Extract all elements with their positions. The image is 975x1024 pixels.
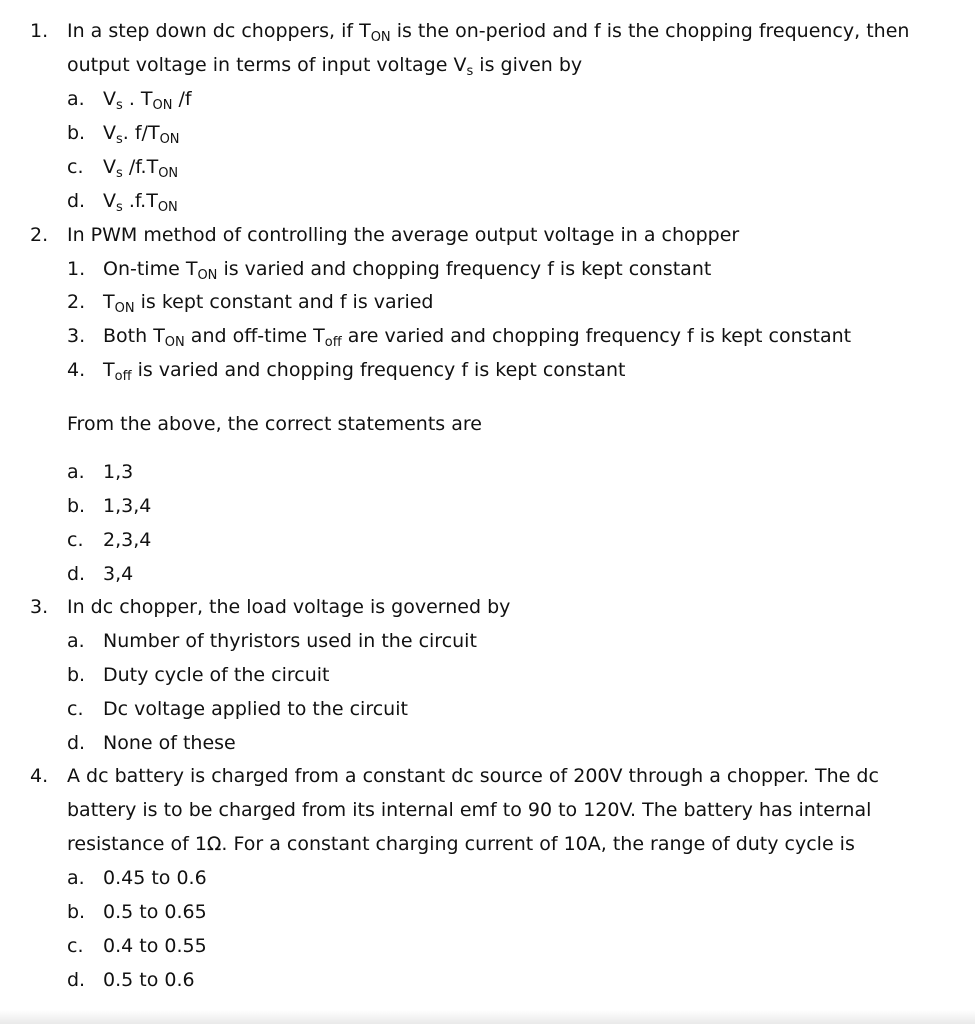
question-1-option-a-text [103,90,192,112]
question-1-option-c-label: c. [67,156,84,178]
text-run: In PWM method of controlling the average output voltage in a chopper [67,224,740,246]
question-2-statement-3-text [103,327,851,349]
subscript: ON [197,268,218,283]
question-4-option-a-label: a. [67,867,85,889]
text-run: 0.45 to 0.6 [103,867,207,889]
text-run: A dc battery is charged from a constant dc source of 200V through a chopper. The dc [67,765,879,787]
question-2-option-c-text [103,531,151,550]
subscript: s [116,98,123,113]
question-2-statement-2-text [103,293,434,315]
question-1-option-d-label: d. [67,190,86,212]
question-2-option-b-text [103,497,151,516]
text-run: is kept constant and f is varied [134,291,434,313]
question-3-option-a-text [103,632,477,651]
text-run: V [103,190,116,212]
question-2-option-d-label: d. [67,563,86,585]
subscript: ON [370,30,391,45]
text-run: is given by [473,54,583,76]
question-4-option-a-text [103,869,207,888]
text-run: 0.4 to 0.55 [103,935,207,957]
question-2-statement-2-label: 2. [67,291,86,313]
subscript: off [114,369,132,384]
question-2-option-b-label: b. [67,495,86,517]
text-run: 3,4 [103,563,134,585]
question-4-option-b-label: b. [67,901,86,923]
question-3-option-b-label: b. [67,664,86,686]
subscript: ON [164,335,185,350]
question-4-number: 4. [30,765,49,787]
question-2-statement-4-text [103,361,625,383]
question-4-option-d-text [103,971,195,990]
question-3-option-d-text [103,734,236,753]
text-run: and off-time T [184,325,325,347]
text-run: T [103,359,115,381]
subscript: s [116,200,123,215]
question-3-stem-line-1 [67,598,510,617]
question-2-statement-1-label: 1. [67,258,86,280]
text-run: resistance of 1Ω. For a constant charging current of 10A, the range of duty cycle is [67,833,855,855]
question-2-statement-4-label: 4. [67,359,86,381]
subscript: ON [114,301,135,316]
text-run: is varied and chopping frequency f is kept constant [217,258,712,280]
subscript: ON [152,98,173,113]
question-2-statement-1-text [103,260,711,282]
question-1-number: 1. [30,20,49,42]
text-run: 1,3,4 [103,495,152,517]
text-run: . f/T [122,122,160,144]
question-3-option-a-label: a. [67,630,85,652]
question-3-option-c-text [103,700,408,719]
text-run: battery is to be charged from its internal emf to 90 to 120V. The battery has internal [67,799,872,821]
question-1-option-a-label: a. [67,88,85,110]
question-1-option-b-label: b. [67,122,86,144]
text-run: In a step down dc choppers, if T [67,20,371,42]
text-run: Number of thyristors used in the circuit [103,630,477,652]
text-run: None of these [103,732,236,754]
question-4-stem-line-1 [67,767,879,786]
question-4-option-d-label: d. [67,969,86,991]
question-1-option-d-text [103,192,178,214]
question-2-option-a-label: a. [67,461,85,483]
subscript: ON [158,166,179,181]
question-2-prompt: From the above, the correct statements are [67,413,482,435]
subscript: s [466,64,474,79]
text-run: are varied and chopping frequency f is kept constant [341,325,852,347]
subscript: s [116,132,123,147]
question-1-stem-line-2 [67,56,582,78]
question-3-option-d-label: d. [67,732,86,754]
text-run: V [103,88,116,110]
subscript: ON [159,132,180,147]
subscript: off [324,335,342,350]
question-4-option-b-text [103,903,207,922]
text-run: 2,3,4 [103,529,152,551]
question-4-stem-line-3 [67,835,855,854]
question-4-option-c-text [103,937,207,956]
text-run: .f.T [122,190,158,212]
question-2-stem-line-1 [67,226,739,245]
text-run: /f [172,88,192,110]
text-run: . T [122,88,153,110]
question-3-number: 3. [30,596,49,618]
text-run: T [103,291,115,313]
text-run: In dc chopper, the load voltage is governed by [67,596,511,618]
question-2-option-a-text [103,463,133,482]
text-run: 0.5 to 0.6 [103,969,195,991]
text-run: Both T [103,325,165,347]
question-2-option-d-text [103,565,133,584]
question-4-option-c-label: c. [67,935,84,957]
question-1-option-b-text [103,124,180,146]
subscript: ON [157,200,178,215]
question-2-number: 2. [30,224,49,246]
text-run: Duty cycle of the circuit [103,664,330,686]
text-run: output voltage in terms of input voltage V [67,54,467,76]
text-run: 1,3 [103,461,134,483]
text-run: is varied and chopping frequency f is kept constant [131,359,626,381]
question-1-stem-line-1 [67,22,909,44]
text-run: 0.5 to 0.65 [103,901,207,923]
subscript: s [116,166,123,181]
question-3-option-c-label: c. [67,698,84,720]
question-1-option-c-text [103,158,178,180]
question-2-option-c-label: c. [67,529,84,551]
question-3-option-b-text [103,666,329,685]
text-run: is the on-period and f is the chopping frequency, then [390,20,910,42]
question-2-statement-3-label: 3. [67,325,86,347]
text-run: V [103,122,116,144]
text-run: /f.T [122,156,159,178]
text-run: On-time T [103,258,198,280]
question-4-stem-line-2 [67,801,871,820]
text-run: V [103,156,116,178]
page-bottom-edge [0,1010,975,1024]
text-run: Dc voltage applied to the circuit [103,698,408,720]
